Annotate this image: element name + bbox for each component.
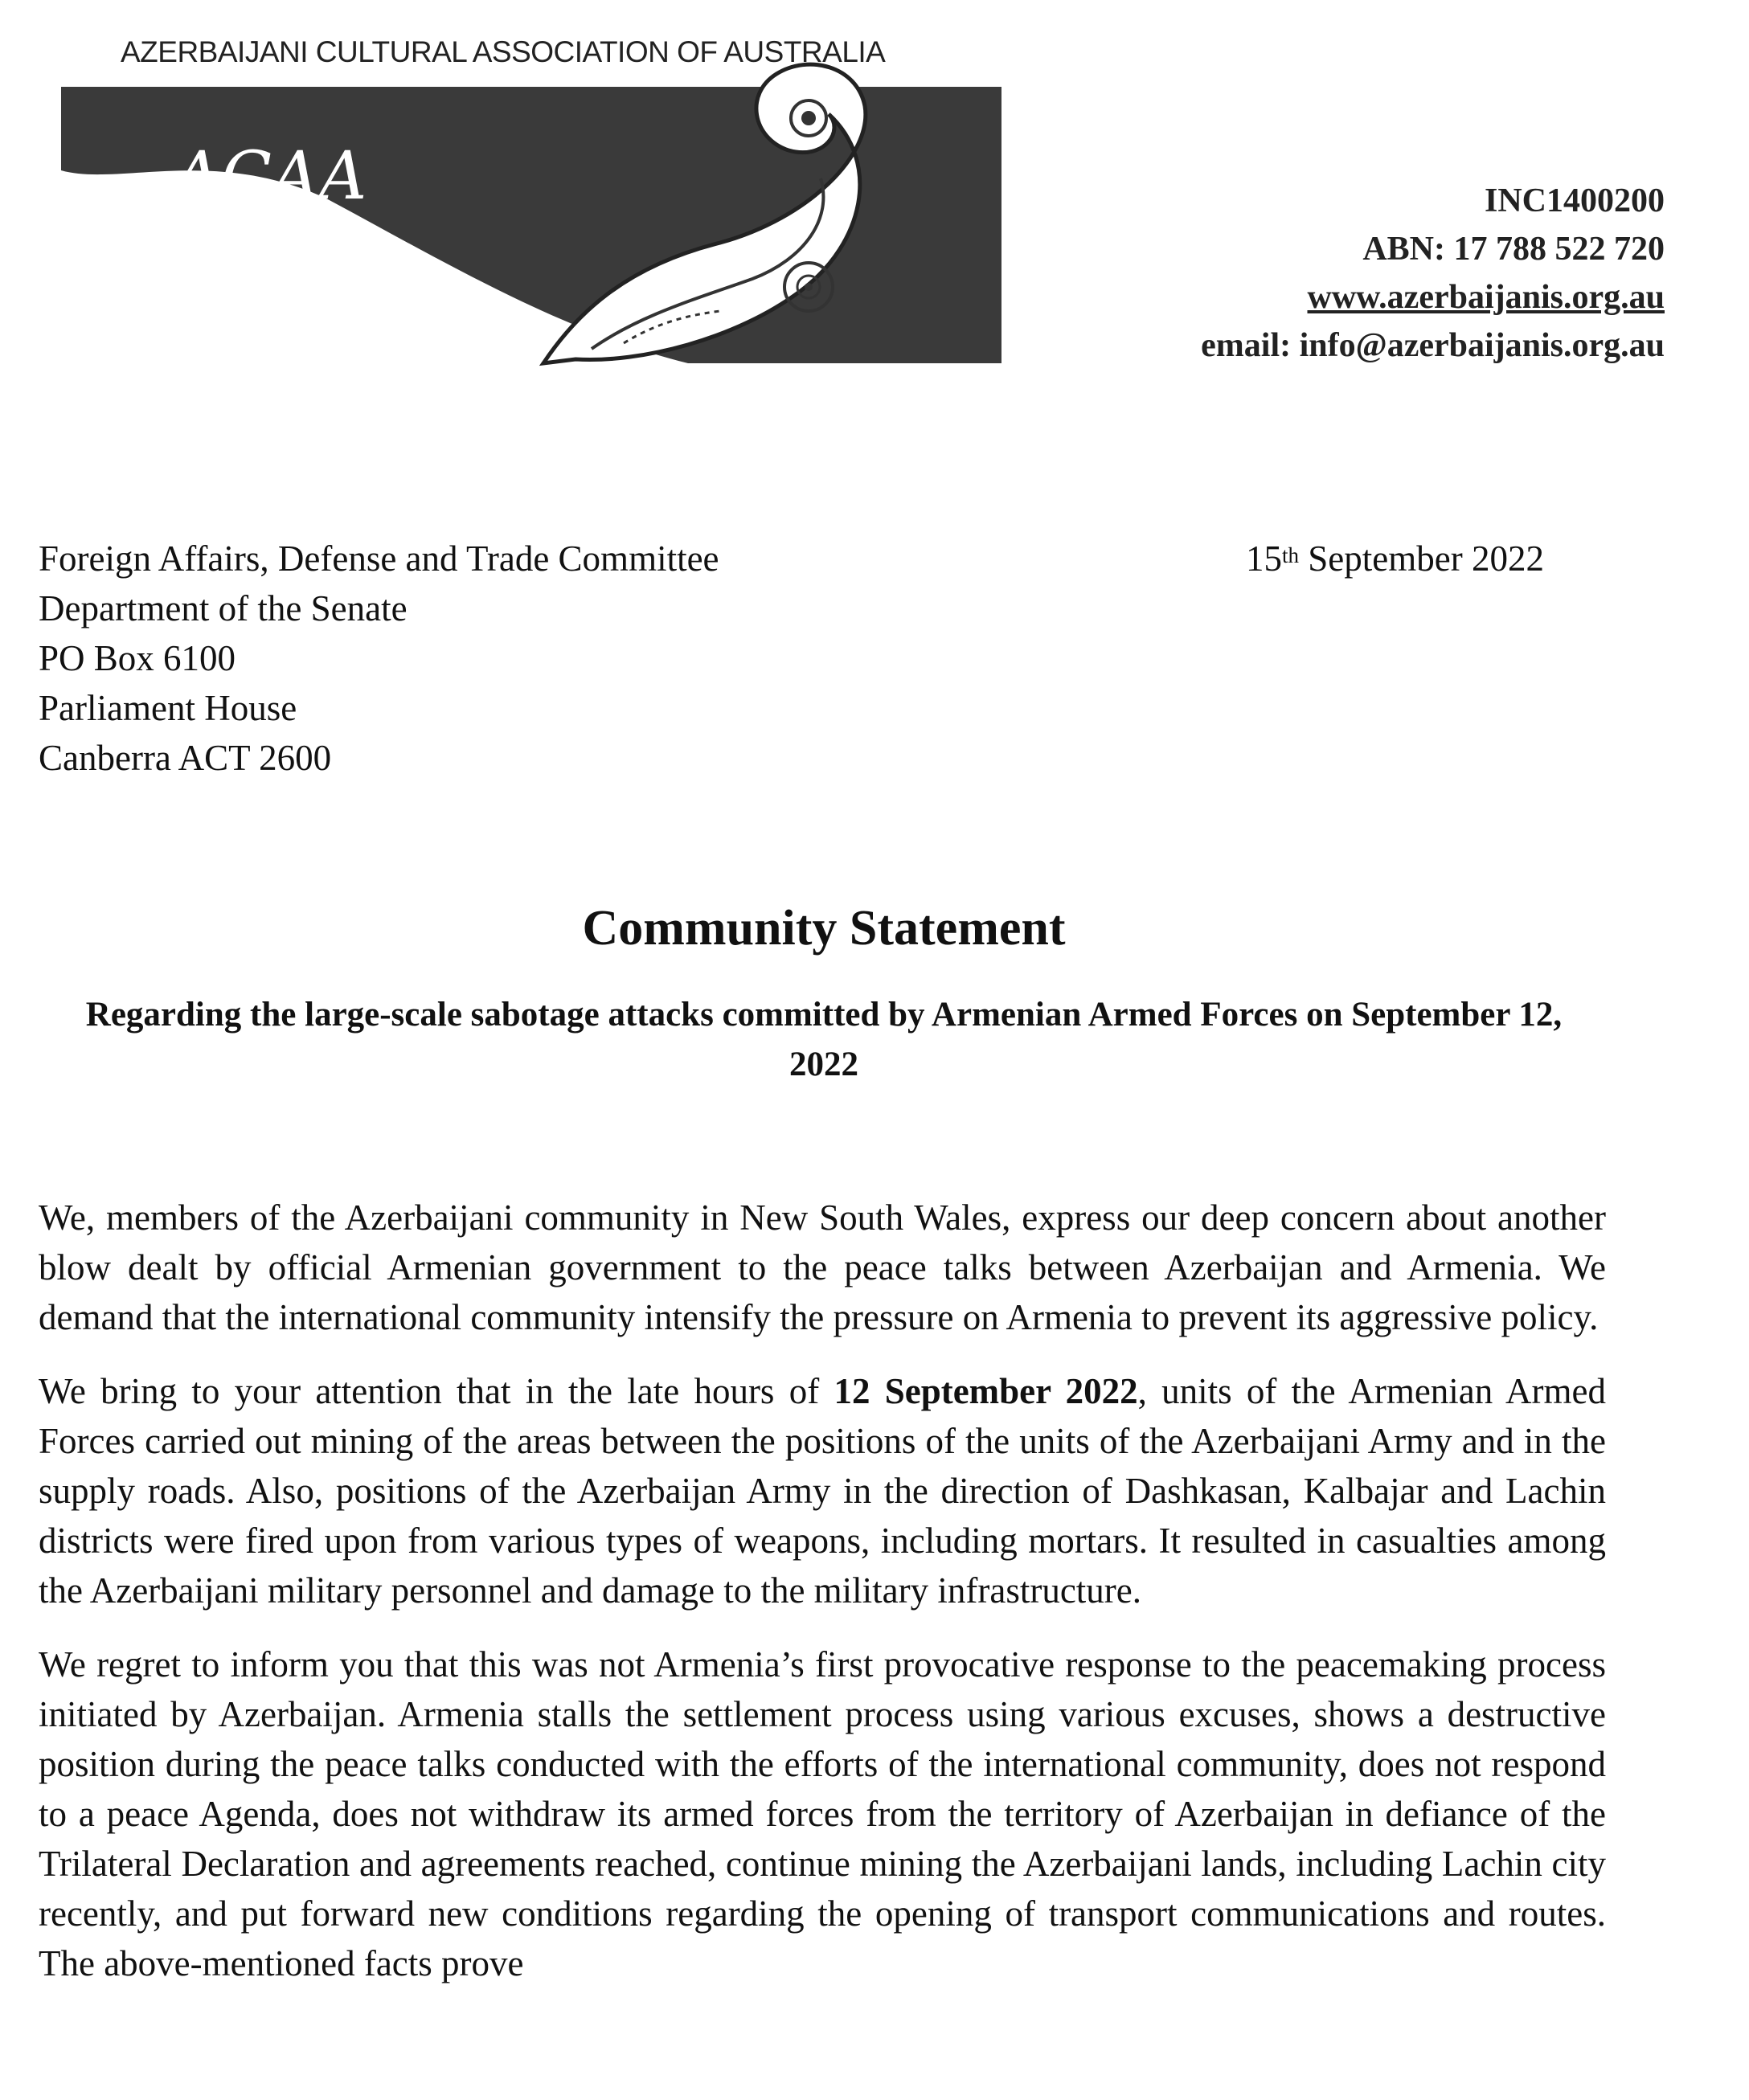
address-line: Department of the Senate bbox=[39, 588, 408, 628]
registration-block bbox=[1201, 177, 1665, 370]
paragraph-2 bbox=[39, 1366, 1606, 1615]
address-line: Parliament House bbox=[39, 688, 297, 728]
p2-text: , units of the Armenian Armed Forces carried out mining of the areas between the positions of the units of the Azerbaijani Army and in the supply roads. Also, positions of the Azerbaijan Army in the direction of Dashkasan, Kalbajar and Lachin districts were fired upon from various types of weapons, including mortars. It resulted in casualties among the Azerbaijani military personnel and damage to the military infrastructure. bbox=[39, 1371, 1606, 1611]
abn-number: ABN: 17 788 522 720 bbox=[1362, 231, 1665, 268]
date-rest: September 2022 bbox=[1299, 538, 1544, 579]
date-suffix: th bbox=[1282, 543, 1300, 567]
organization-name: AZERBAIJANI CULTURAL ASSOCIATION OF AUSTRALIA bbox=[121, 35, 886, 68]
document-subtitle: Regarding the large-scale sabotage attacks committed by Armenian Armed Forces on September 12, 2022 bbox=[85, 996, 1563, 1083]
address-line: Foreign Affairs, Defense and Trade Committee bbox=[39, 538, 719, 579]
paragraph-1: We, members of the Azerbaijani community in New South Wales, express our deep concern about another blow dealt by official Armenian government to the peace talks between Azerbaijan and Armenia. We demand that the international community intensify the pressure on Armenia to prevent its aggressive policy. bbox=[39, 1197, 1606, 1337]
acaa-logo bbox=[61, 58, 1001, 371]
p2-text: We bring to your attention that in the late hours of bbox=[39, 1371, 834, 1411]
document-title: Community Statement bbox=[582, 901, 1066, 956]
date-day: 15 bbox=[1246, 538, 1282, 579]
p2-date-bold: 12 September 2022 bbox=[834, 1371, 1138, 1411]
inc-number: INC1400200 bbox=[1484, 182, 1665, 219]
paragraph-3: We regret to inform you that this was not Armenia’s first provocative response to the peacemaking process initiated by Azerbaijan. Armenia stalls the settlement process using various excuses, shows a destructive position during the peace talks conducted with the efforts of the international community, does not respond to a peace Agenda, does not withdraw its armed forces from the territory of Azerbaijan in defiance of the Trilateral Declaration and agreements reached, continue mining the Azerbaijani lands, including Lachin city recently, and put forward new conditions regarding the opening of transport communications and routes. The above-mentioned facts prove bbox=[39, 1644, 1606, 1983]
website-link[interactable]: www.azerbaijanis.org.au bbox=[1307, 279, 1665, 316]
letter-date bbox=[1246, 534, 1544, 583]
logo-text: ACAA bbox=[174, 138, 367, 215]
address-line: PO Box 6100 bbox=[39, 638, 236, 678]
recipient-address bbox=[39, 534, 719, 783]
statement-body bbox=[39, 1193, 1606, 2012]
email-address[interactable]: email: info@azerbaijanis.org.au bbox=[1201, 327, 1665, 364]
address-line: Canberra ACT 2600 bbox=[39, 738, 332, 778]
